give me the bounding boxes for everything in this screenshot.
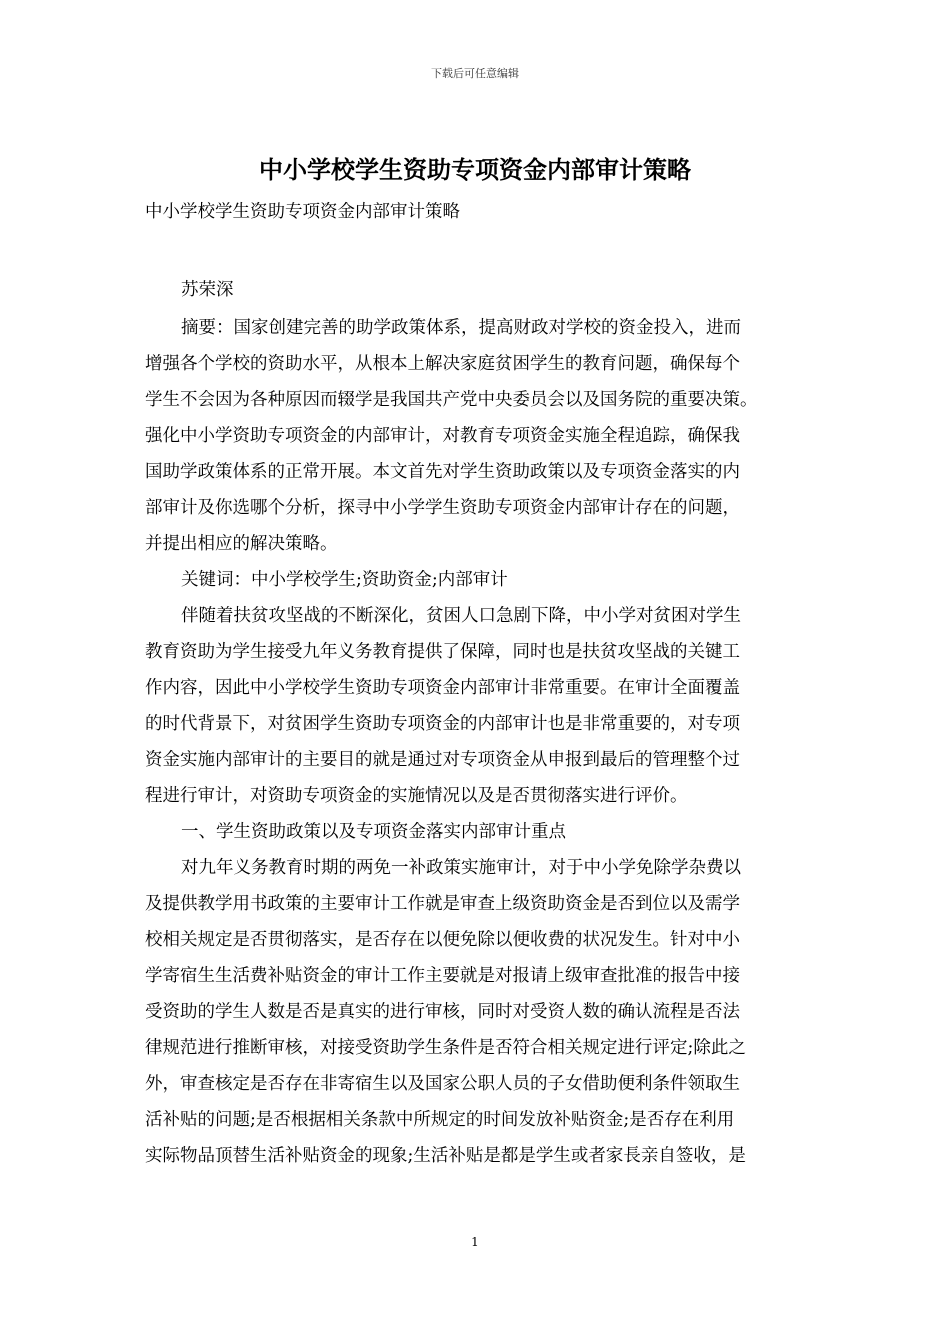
paragraph-line: 资金实施内部审计的主要目的就是通过对专项资金从申报到最后的管理整个过 [145,750,740,770]
abstract-line: 部审计及你选哪个分析，探寻中小学学生资助专项资金内部审计存在的问题， [145,498,740,518]
abstract-line: 摘要：国家创建完善的助学政策体系，提高财政对学校的资金投入，进而 [181,318,741,338]
header-note: 下载后可任意编辑 [431,67,519,80]
abstract-line: 强化中小学资助专项资金的内部审计，对教育专项资金实施全程追踪，确保我 [145,426,740,446]
abstract-line: 并提出相应的解决策略。 [145,534,338,554]
paragraph-line: 对九年义务教育时期的两免一补政策实施审计，对于中小学免除学杂费以 [181,858,741,878]
paragraph-line: 教育资助为学生接受九年义务教育提供了保障，同时也是扶贫攻坚战的关键工 [145,642,740,662]
document-subtitle: 中小学校学生资助专项资金内部审计策略 [145,202,460,222]
document-body [145,310,807,1174]
abstract-line: 学生不会因为各种原因而辍学是我国共产党中央委员会以及国务院的重要决策。 [145,390,758,410]
document-title: 中小学校学生资助专项资金内部审计策略 [259,156,691,184]
page-number: 1 [471,1235,479,1249]
paragraph-line: 外，审查核定是否存在非寄宿生以及国家公职人员的子女借助便利条件领取生 [145,1074,740,1094]
author-name: 苏荣深 [181,280,234,300]
paragraph-line: 活补贴的问题;是否根据相关条款中所规定的时间发放补贴资金;是否存在利用 [145,1110,735,1130]
paragraph-line: 律规范进行推断审核，对接受资助学生条件是否符合相关规定进行评定;除此之 [145,1038,746,1058]
paragraph-line: 学寄宿生生活费补贴资金的审计工作主要就是对报请上级审查批准的报告中接 [145,966,740,986]
abstract-line: 国助学政策体系的正常开展。本文首先对学生资助政策以及专项资金落实的内 [145,462,740,482]
keywords-line: 关键词：中小学校学生;资助资金;内部审计 [181,570,508,590]
paragraph-line: 受资助的学生人数是否是真实的进行审核，同时对受资人数的确认流程是否法 [145,1002,740,1022]
section-heading: 一、学生资助政策以及专项资金落实内部审计重点 [181,822,566,842]
paragraph-line: 的时代背景下，对贫困学生资助专项资金的内部审计也是非常重要的，对专项 [145,714,740,734]
paragraph-line: 及提供教学用书政策的主要审计工作就是审查上级资助资金是否到位以及需学 [145,894,740,914]
paragraph-line: 实际物品顶替生活补贴资金的现象;生活补贴是都是学生或者家長亲自签收，是 [145,1146,746,1166]
paragraph-line: 校相关规定是否贯彻落实，是否存在以便免除以便收费的状况发生。针对中小 [145,930,740,950]
paragraph-line: 程进行审计，对资助专项资金的实施情况以及是否贯彻落实进行评价。 [145,786,688,806]
paragraph-line: 伴随着扶贫攻坚战的不断深化，贫困人口急剧下降，中小学对贫困对学生 [181,606,741,626]
paragraph-line: 作内容，因此中小学校学生资助专项资金内部审计非常重要。在审计全面覆盖 [145,678,740,698]
abstract-line: 增强各个学校的资助水平，从根本上解决家庭贫困学生的教育问题，确保每个 [145,354,740,374]
